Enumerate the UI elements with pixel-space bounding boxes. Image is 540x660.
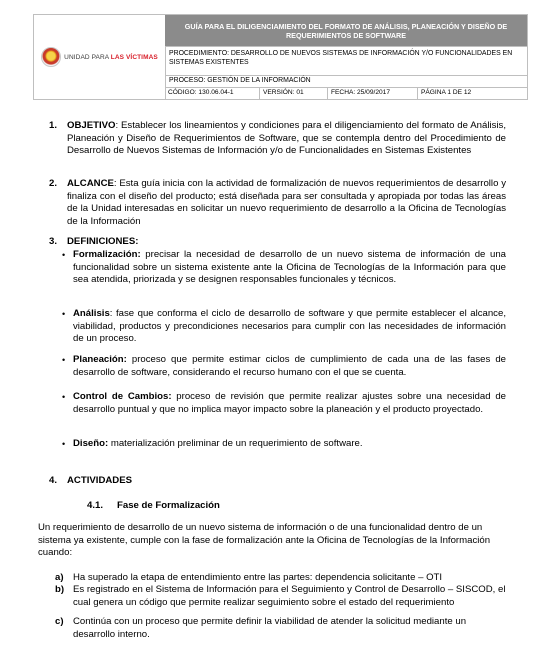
bullet-marker: •	[62, 355, 66, 365]
list-item: Es registrado en el Sistema de Información para el Seguimiento y Control de Desarrollo – SISCOD, el cual genera un código que permite realizar seguimiento sobre el estado del requerimiento	[73, 584, 506, 608]
bullet-marker: •	[62, 309, 66, 319]
colombia-seal-icon	[41, 47, 61, 67]
procedimiento-label: PROCEDIMIENTO: DESARROLLO DE NUEVOS SISTEMAS DE INFORMACIÓN Y/O FUNCIONALIDADES EN SISTEMAS EXISTENTES	[165, 46, 527, 75]
definition-item	[73, 438, 506, 451]
section-3-heading	[67, 236, 138, 249]
fecha-cell: FECHA: 25/09/2017	[328, 88, 418, 100]
definition-item	[73, 391, 506, 416]
list-item: Continúa con un proceso que permite definir la viabilidad de atender la solicitud mediante un desarrollo interno.	[73, 616, 467, 640]
logo-text-part-2: LAS VÍCTIMAS	[110, 53, 158, 61]
list-marker: a)	[55, 572, 64, 583]
section-2-number: 2.	[49, 178, 58, 189]
definition-term: Análisis	[73, 308, 110, 319]
definition-text: proceso que permite estimar ciclos de cumplimiento de cada una de las fases de desarrollo de software, considerando el recurso humano con el que se cuenta.	[73, 354, 506, 378]
section-4-heading	[67, 475, 132, 488]
section-3-number: 3.	[49, 236, 58, 247]
document-title: GUÍA PARA EL DILIGENCIAMIENTO DEL FORMATO DE ANÁLISIS, PLANEACIÓN Y DISEÑO DE REQUERIMIENTOS DE SOFTWARE	[165, 15, 527, 46]
definition-text: proceso de revisión que permite realizar ajustes sobre una necesidad de desarrollo puntual y que no implica mayor impacto sobre la planeación y el producto proyectado.	[73, 391, 506, 415]
definiciones-heading: DEFINICIONES:	[67, 236, 139, 247]
actividades-heading: ACTIVIDADES	[67, 475, 133, 486]
bullet-marker: •	[62, 392, 66, 402]
definition-text: materialización preliminar de un requerimiento de software.	[108, 438, 363, 449]
pagina-cell: PÁGINA 1 DE 12	[421, 89, 472, 96]
subsection-4-1-heading	[117, 500, 220, 513]
definition-item	[73, 249, 506, 287]
version-cell: VERSIÓN: 01	[260, 88, 328, 100]
definition-term: Diseño:	[73, 438, 109, 449]
section-alcance	[67, 178, 506, 228]
document-meta-row	[165, 87, 527, 100]
unidad-victimas-logo	[41, 47, 158, 67]
subsection-4-1-number: 4.1.	[87, 500, 104, 511]
document-header-table	[33, 14, 528, 100]
definition-term: Planeación:	[73, 354, 127, 365]
definition-term: Control de Cambios:	[73, 391, 172, 402]
bullet-marker: •	[62, 250, 66, 260]
bullet-marker: •	[62, 439, 66, 449]
definition-item	[73, 354, 506, 379]
list-marker: b)	[55, 584, 65, 595]
section-2-heading: ALCANCE	[67, 178, 114, 189]
codigo-cell: CÓDIGO: 130.06.04-1	[165, 88, 260, 100]
logo-cell	[34, 15, 166, 99]
section-objetivo	[67, 120, 506, 158]
proceso-label: PROCESO: GESTIÓN DE LA INFORMACIÓN	[165, 75, 527, 87]
section-1-heading: OBJETIVO	[67, 120, 116, 131]
definition-text: : fase que conforma el ciclo de desarrollo de software y que permite establecer el alcance, viabilidad, productos y precondiciones necesarios para cumplir con las necesidades de información de un proceso.	[73, 308, 506, 345]
definition-text: precisar la necesidad de desarrollo de un nuevo sistema de información de una funcionalidad sobre un sistema existente ante la Oficina de Tecnologías de la Información para que sea atendida, priorizada y se designen responsables funcionales y técnicos.	[73, 249, 506, 286]
logo-text-part-1: UNIDAD PARA	[64, 53, 111, 61]
list-item: Ha superado la etapa de entendimiento entre las partes: dependencia solicitante – OTI	[73, 572, 443, 583]
fase-formalizacion-heading: Fase de Formalización	[117, 500, 220, 511]
formalizacion-intro: Un requerimiento de desarrollo de un nuevo sistema de información o de una funcionalidad dentro de un sistema ya existente, cumple con la fase de formalización ante la Oficina de Tecnologías de la Información cuando:	[38, 522, 491, 559]
logo-text	[64, 54, 158, 61]
definition-term: Formalización:	[73, 249, 141, 260]
section-1-number: 1.	[49, 120, 58, 131]
section-4-number: 4.	[49, 475, 58, 486]
section-1-text: : Establecer los lineamientos y condiciones para el diligenciamiento del formato de Análisis, Planeación y Diseño de Requerimientos de Software, que se contempla dentro del Procedimiento de Desarrollo de Nuevos Sistemas de Información y/o de Funcionalidades en Sistemas Existentes	[67, 120, 506, 157]
section-2-text: : Esta guía inicia con la actividad de formalización de nuevos requerimientos de desarrollo y finaliza con el diseño del producto; está diseñada para ser consultada y apropiada por todas las áreas de la Unidad interesadas en solicitar un nuevo requerimiento de desarrollo a la Oficina de Tecnologías de la Información	[67, 178, 506, 227]
definition-item	[73, 308, 506, 346]
list-marker: c)	[55, 616, 64, 627]
